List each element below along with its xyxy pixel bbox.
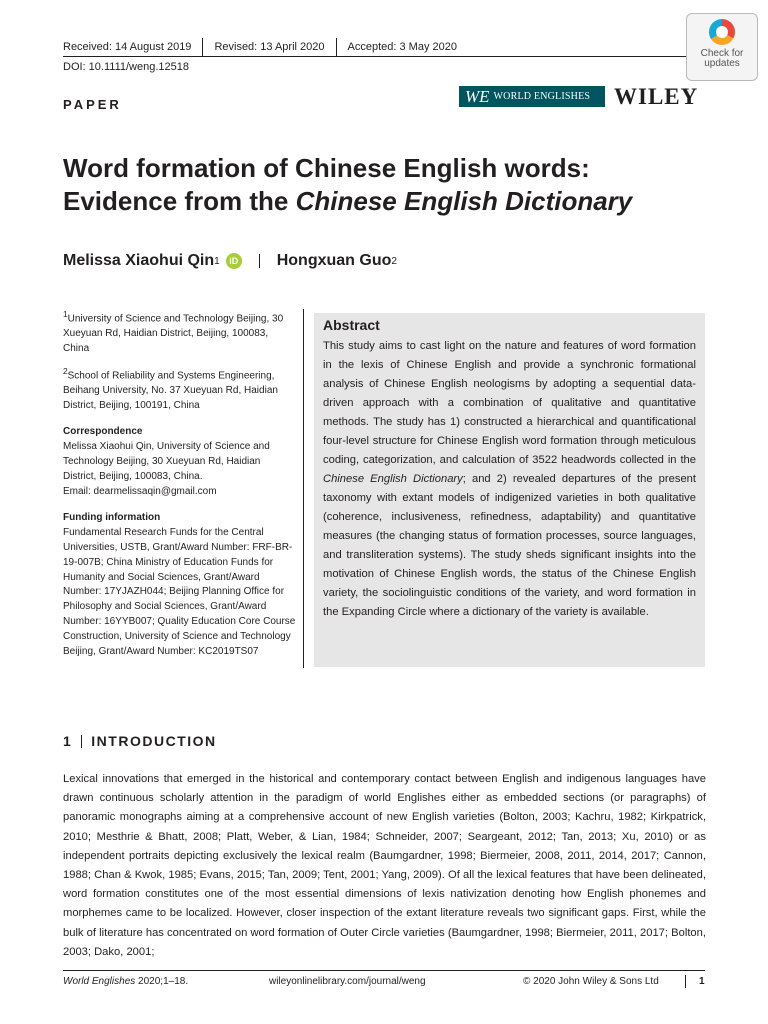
funding-heading: Funding information (63, 512, 161, 524)
affiliation-text: University of Science and Technology Beijing, 30 Xueyuan Rd, Haidian District, Beijing, 100083, China (63, 313, 284, 354)
section-number: 1 (63, 733, 73, 749)
author-affiliation-sup: 1 (214, 255, 220, 267)
publisher-logo: WILEY (614, 84, 699, 109)
section-label: PAPER (63, 97, 122, 112)
page-number: 1 (699, 976, 705, 987)
abstract-text-part1: This study aims to cast light on the nature and features of word formation in the lexis of Chinese English and provide a synchronic formational analysis of Chinese English neologisms by adopting a sequential data-driven approach with a combination of qualitative and quantitative methods. The study has 1) constructed a hierarchical and quantificational four-level structure for Chinese English word formation through meticulous coding, categorization, and calculation of 3522 headwords collected in the (323, 340, 696, 466)
abstract-box (314, 313, 705, 667)
footer-url[interactable]: wileyonlinelibrary.com/journal/weng (269, 976, 426, 987)
check-updates-line1: Check for (700, 48, 744, 59)
intro-paragraph: Lexical innovations that emerged in the historical and contemporary contact between English and indigenous languages have drawn continuous scholarly attention in the paradigm of world Englishes either as embedded sections (or paragraphs) of panoramic monographs aiming at a comprehensive account of new English varieties (Bolton, 2003; Kachru, 1982; Kirkpatrick, 2010; Mesthrie & Bhatt, 2008; Platt, Weber, & Lian, 1984; Schneider, 2007; Seargeant, 2012; Tan, 2013; Xu, 2010) or as independent portraits depicting exclusively the lexical realm (Baumgardner, 1998; Biermeier, 2008, 2011, 2014, 2017; Cannon, 1988; Chan & Kwok, 1985; Evans, 2015; Tan, 2009; Tent, 2001; Yang, 2009). Of all the lexical features that have been delineated, word formation constitutes one of the most essential dimensions of lexis nativization denoting how English phonemes and morphemes came to be localized. However, closer inspection of the extant literature reveals two significant gaps. First, while the bulk of literature has concentrated on word formation of Outer Circle varieties (Baumgardner, 1998; Biermeier, 2011, 2017; Bolton, 2003; Dako, 2001; (63, 773, 706, 958)
author-name[interactable]: Hongxuan Guo (276, 252, 392, 269)
doi[interactable]: DOI: 10.1111/weng.12518 (63, 61, 189, 73)
orcid-icon[interactable]: iD (226, 253, 242, 269)
check-updates-line2: updates (704, 58, 740, 69)
revised-date: Revised: 13 April 2020 (214, 41, 325, 53)
crossmark-icon (709, 19, 735, 45)
footer-citation-text: 2020;1–18. (135, 976, 189, 987)
section-divider (81, 735, 82, 748)
abstract-text-italic: Chinese English Dictionary (323, 473, 463, 485)
affiliation (63, 364, 296, 414)
funding-text: Fundamental Research Funds for the Central Universities, USTB, Grant/Award Number: FRF-BR-19-007B; China Ministry of Education Funds for Humanity and Social Sciences, Grant/Award Number: 17YJAZH044; Beijing Planning Office for Philosophy and Social Sciences, Grant/Award Number: 16YYB007; Quality Education Core Course Construction, University of Science and Technology Beijing, Grant/Award Number: KC2019TS07 (63, 527, 296, 657)
author-affiliation-sup: 2 (391, 255, 397, 267)
section-title: INTRODUCTION (91, 733, 217, 749)
footer-citation (63, 976, 188, 987)
footer-copyright: © 2020 John Wiley & Sons Ltd (523, 976, 659, 987)
world-englishes-logo (459, 86, 605, 107)
page-footer (63, 976, 706, 987)
article-title (63, 152, 703, 218)
author-divider (259, 254, 260, 268)
abstract-text (323, 337, 696, 622)
footer-divider (685, 975, 686, 988)
received-date: Received: 14 August 2019 (63, 41, 192, 53)
correspondence-text: Melissa Xiaohui Qin, University of Science and Technology Beijing, 30 Xueyuan Rd, Haidian District, Beijing, 100083, China. (63, 441, 270, 482)
divider (336, 38, 337, 56)
title-line-2 (63, 185, 703, 218)
affiliation-text: School of Reliability and Systems Engineering, Beihang University, No. 37 Xueyuan Rd, Haidian District, Beijing, 100191, China (63, 370, 278, 411)
correspondence-email[interactable]: Email: dearmelissaqin@gmail.com (63, 485, 217, 497)
abstract-text-part2: ; and 2) revealed departures of the present taxonomy with extant models of indigenized varieties in both qualitative (coherence, inclusiveness, refinedness, adaptability) and quantitative measures (the changing status of formation processes, source languages, and transliteration systems). The study sheds significant insights into the motivation of Chinese English words, the status of the Chinese English variety, the sociolinguistic conditions of the variety, and word formation in the Expanding Circle where a dictionary of the variety is available. (323, 473, 696, 618)
article-dates (63, 38, 457, 56)
abstract-heading: Abstract (323, 317, 380, 333)
author-name[interactable]: Melissa Xiaohui Qin (63, 252, 215, 269)
affiliation (63, 307, 296, 357)
article-info-column (63, 307, 296, 659)
section-heading (63, 733, 217, 749)
affiliation-sup: 2 (63, 365, 68, 376)
divider (202, 38, 203, 56)
affiliation-sup: 1 (63, 309, 68, 319)
accepted-date: Accepted: 3 May 2020 (347, 41, 457, 53)
header-rule (63, 56, 705, 57)
journal-logo-mark: WE (465, 86, 490, 106)
title-line-2-plain: Evidence from the (63, 186, 296, 216)
title-line-2-italic: Chinese English Dictionary (295, 186, 633, 216)
column-rule (303, 309, 304, 668)
footer-rule (63, 970, 705, 971)
correspondence-heading: Correspondence (63, 426, 143, 438)
footer-journal: World Englishes (63, 976, 136, 987)
check-for-updates-badge[interactable] (686, 13, 758, 81)
title-line-1: Word formation of Chinese English words: (63, 153, 590, 183)
author-list (63, 252, 397, 270)
journal-logo-text: WORLD ENGLISHES (493, 91, 591, 102)
